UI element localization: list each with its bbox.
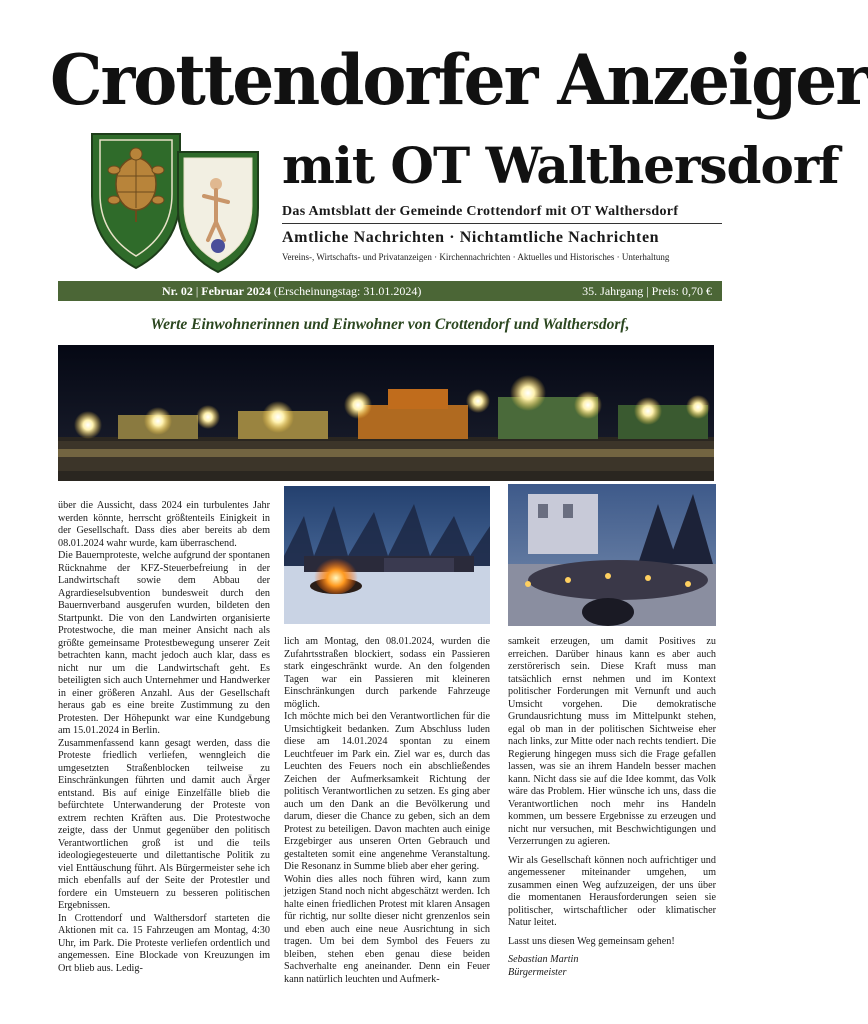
- coat-of-arms-turtle-icon: [80, 126, 270, 276]
- masthead-subtitle: mit OT Walthersdorf: [282, 136, 839, 195]
- bonfire-photo: [284, 486, 490, 624]
- issue-info-left: [162, 281, 421, 301]
- issue-separator: |: [195, 284, 199, 298]
- masthead-title: Crottendorfer Anzeiger: [50, 39, 868, 121]
- article-paragraph: Wohin dies alles noch führen wird, kann zum jetzigen Stand noch nicht abgeschätzt werden. Ich halte einen friedlichen Protest mit klaren Ansagen für richtig, nur sollte dieser nicht grenzenlos sein und eben auch eine neue Ausrichtung in sich tragen. Um bei dem Symbol des Feuers zu bleiben, stehen eben genau diese beiden Sachverhalte eng aneinander. Denn ein Feuer kann natürlich leuchten und Aufmerk-: [284, 873, 490, 985]
- article-column-1: [58, 500, 270, 975]
- volume-price: 35. Jahrgang | Preis: 0,70 €: [582, 284, 712, 298]
- signature-name: Sebastian Martin: [508, 954, 579, 965]
- article-paragraph: Lasst uns diesen Weg gemeinsam gehen!: [508, 935, 675, 947]
- divider: [282, 223, 722, 224]
- signature-role: Bürgermeister: [508, 966, 567, 978]
- article-paragraph: samkeit erzeugen, um damit Positives zu erreichen. Darüber hinaus kann es aber auch zerstörerisch sein. Diese Kraft muss man tatsächlich ernst nehmen und im Kontext politischer Forderungen mit Vernunft und auch Umsicht vorgehen. Die demokratische Grundausrichtung muss im Mittelpunkt stehen, egal ob man in der politischen Sichtweise eher nach links, zur Mitte oder nach rechts tendiert. Die Regierung hingegen muss sich die Frage gefallen lassen, was sie an ihrem Handeln besser machen kann. Nicht dass sie auf die Idee kommt, das Volk wäre das Problem. Hier wünsche ich uns, dass die Verantwortlichen noch mehr ins Handeln kommen, um bessere Ergebnisse zu erzeugen und nicht nur versuchen, mit Beschwichtigungen und Verzerrungen zu agieren.: [508, 636, 716, 847]
- article-paragraph: Die Bauernproteste, welche aufgrund der spontanen Rücknahme der KFZ-Steuerbefreiung in der Landwirtschaft sowie dem Abbau der Agrardieselsubvention bundesweit durch den Bauernverband ausgerufen wurden, bildeten den Startpunkt. Die von den Landwirten organisierte Protestwoche, die man meiner Ansicht nach als größte gemeinsame Protestbewegung unserer Zeit betrachten kann, macht jedoch auch klar, dass es nicht nur um die Landwirtschaft geht. Es beteiligten sich auch Unternehmer und Handwerker in einer größeren Anzahl. Aus der Gesellschaft heraus gab es eine breite Zustimmung zu den Protesten. Der Höhepunkt war eine Kundgebung am 15.01.2024 in Berlin.: [58, 550, 270, 736]
- article-paragraph: über die Aussicht, dass 2024 ein turbulentes Jahr werden könnte, herrscht größtenteils Einigkeit in der Gesellschaft. Dass dies aber bereits ab dem 08.01.2024 wahr wurde, kam überraschend.: [58, 500, 270, 549]
- article-column-2: [284, 636, 490, 986]
- article-headline: Werte Einwohnerinnen und Einwohner von Crottendorf und Walthersdorf,: [150, 316, 630, 333]
- issue-release-date: (Erscheinungstag: 31.01.2024): [273, 284, 422, 298]
- issue-info-bar: [58, 281, 722, 301]
- issue-month: Februar 2024: [201, 284, 271, 298]
- content-categories: Vereins-, Wirtschafts- und Privatanzeigen · Kirchennachrichten · Aktuelles und Historisches · Unterhaltung: [282, 252, 670, 262]
- candle-crowd-photo: [508, 484, 716, 626]
- article-paragraph: Zusammenfassend kann gesagt werden, dass die Proteste friedlich verliefen, wenngleich die umgesetzten Straßenblocken teilweise zu Einschränkungen führten und damit auch Ärger entstand. Bis auf einige Einzelfälle blieb die befürchtete Unterwanderung der Proteste von extrem rechten Kräften aus. Die Protestwoche zeigte, dass der Unmut gegenüber den politisch Verantwortlichen groß ist und die teils ideologiegesteuerte und dilettantische Politik zu viel Enttäuschung führt. Als Bürgermeister sehe ich mich ebenfalls auf der Seite der Protestler und fordere ein Umsteuern zu besseren politischen Ergebnissen.: [58, 737, 270, 911]
- article-paragraph: In Crottendorf und Walthersdorf starteten die Aktionen mit ca. 15 Fahrzeugen am Montag, 4:30 Uhr, im Park. Die Proteste verliefen ordentlich und angemessen. Eine Blockade von Kreuzungen im Ort blieb aus. Ledig-: [58, 912, 270, 974]
- gazette-tagline: Das Amtsblatt der Gemeinde Crottendorf mit OT Walthersdorf: [282, 204, 679, 219]
- tractor-protest-photo: [58, 345, 714, 481]
- article-paragraph: lich am Montag, den 08.01.2024, wurden die Zufahrtsstraßen blockiert, sodass ein Passieren stark eingeschränkt wurde. An den folgenden Tagen war ein Passieren mit kleineren Einschränkungen durch parkende Fahrzeuge möglich.: [284, 636, 490, 710]
- issue-number: Nr. 02: [162, 284, 193, 298]
- news-sections: Amtliche Nachrichten · Nichtamtliche Nachrichten: [282, 229, 660, 246]
- article-paragraph: Ich möchte mich bei den Verantwortlichen für die Umsichtigkeit bedanken. Zum Abschluss luden diese am 14.01.2024 spontan zu einem Leuchtfeuer im Park ein. Ziel war es, durch das Leuchten des Feuers noch ein abschließendes Zeichen der Aufmerksamkeit Richtung der politisch Verantwortlichen zu setzen. Es ging aber auch um den Dank an die Bevölkerung und darum, dieser die Chance zu geben, sich an dem Protest zu beteiligen. Davon machten auch einige Erzgebirger aus unseren Orten Gebrauch und gestalteten somit eine angenehme Veranstaltung. Die Resonanz in Summe blieb aber eher gering.: [284, 711, 490, 872]
- article-paragraph: Wir als Gesellschaft können noch aufrichtiger und angemessener miteinander umgehen, um zusammen einen Weg aufzuzeigen, der uns über die momentanen Herausforderungen seien sie politischer, wirtschaftlicher oder klimatischer Natur leitet.: [508, 854, 716, 928]
- article-column-3: [508, 636, 716, 979]
